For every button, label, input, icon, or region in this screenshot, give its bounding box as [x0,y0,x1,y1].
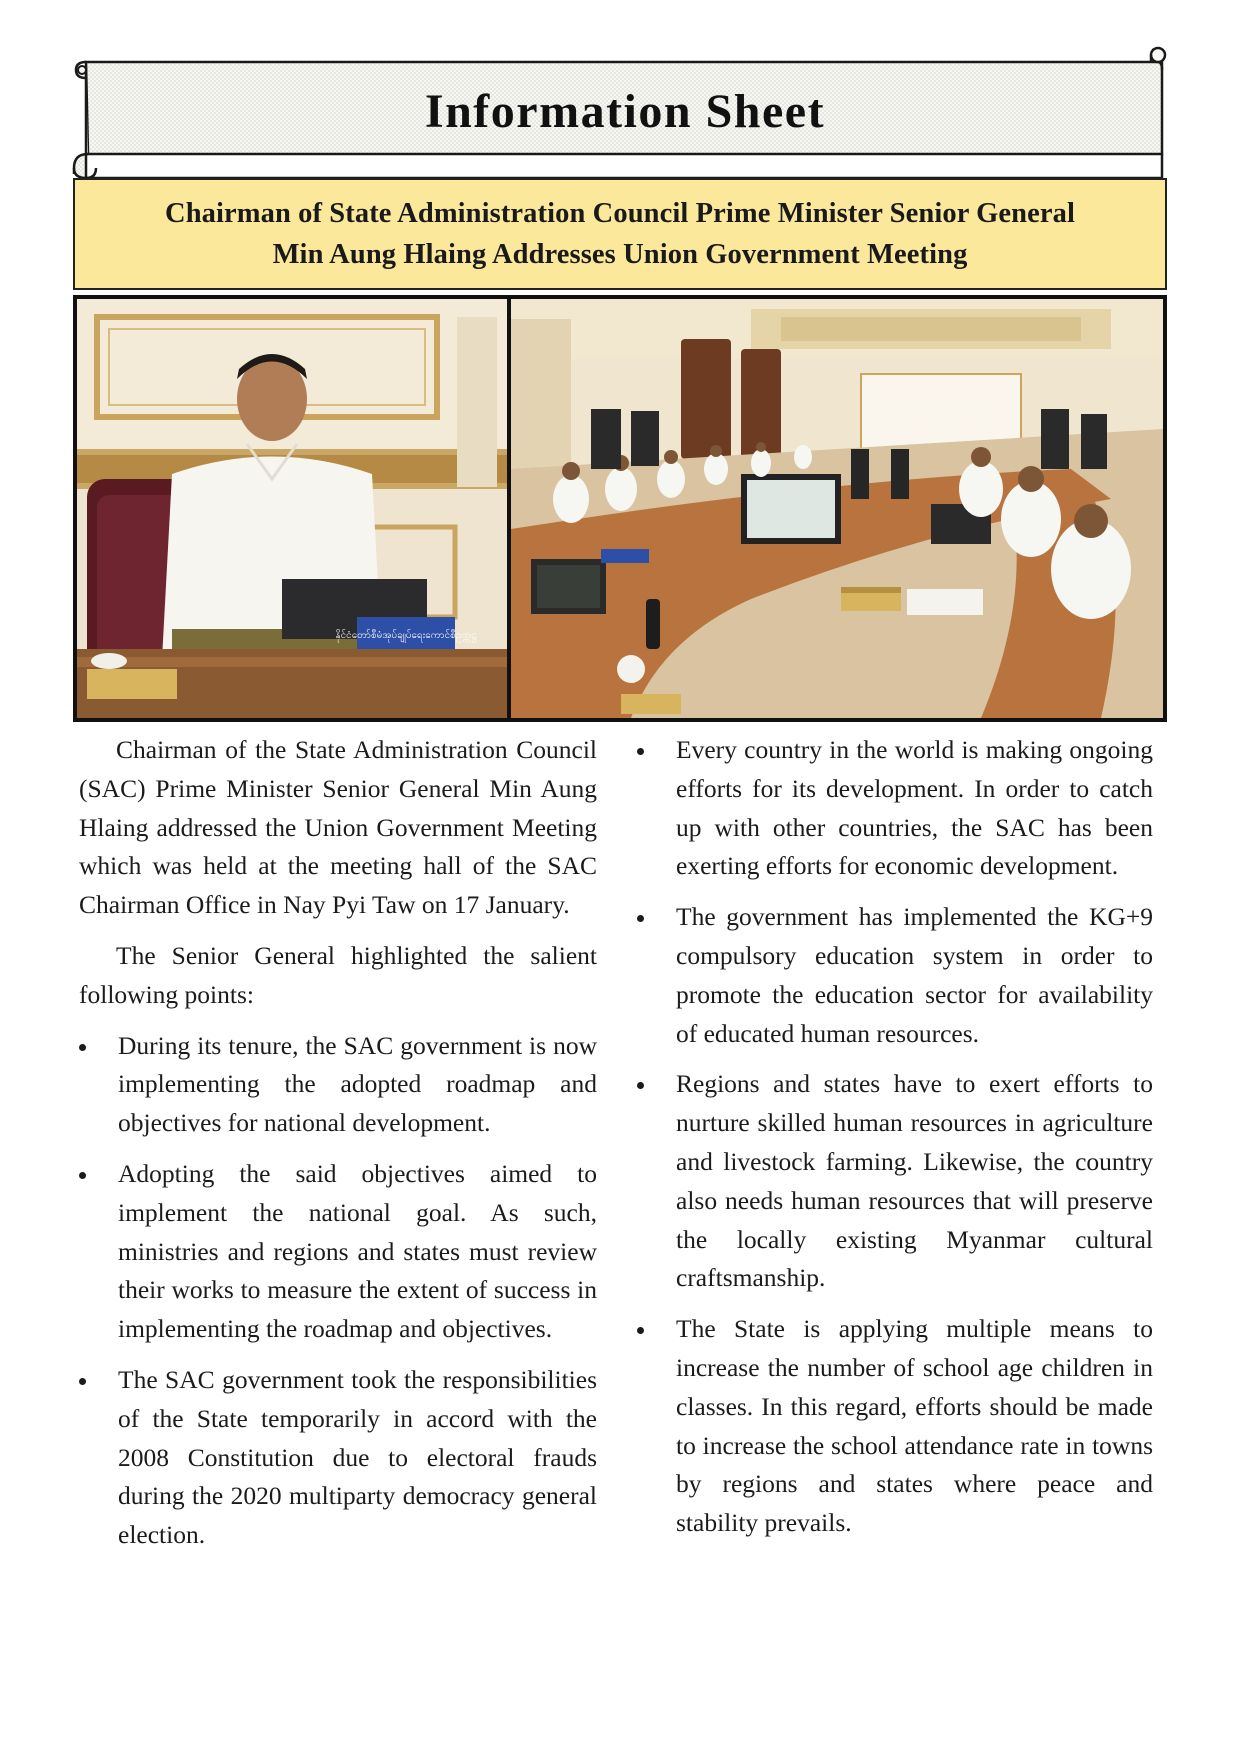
list-item [637,1310,1153,1543]
list-item-text: The SAC government took the responsibilities of the State temporarily in accord with the 2008 Constitution due to electoral frauds during the 2020 multiparty democracy general election. [118,1364,597,1550]
right-bullet-list [637,731,1153,1543]
title-banner [70,44,1180,194]
list-item-text: Regions and states have to exert efforts to nurture skilled human resources in agriculture and livestock farming. Likewise, the country also needs human resources that will preserve the locally existing Myanmar cultural craftsmanship. [676,1069,1153,1293]
bullet-icon [637,915,644,922]
list-item-text: The government has implemented the KG+9 compulsory education system in order to promote the education sector for availability of educated human resources. [676,902,1153,1048]
headline-line-2: Min Aung Hlaing Addresses Union Government Meeting [272,239,968,270]
bullet-icon [79,1172,86,1179]
headline-box [73,178,1167,290]
list-item [637,731,1153,886]
headline-line-1: Chairman of State Administration Council Prime Minister Senior General [165,198,1075,229]
left-bullet-list [79,1027,597,1555]
bullet-icon [79,1044,86,1051]
list-item [637,898,1153,1053]
list-item [79,1027,597,1143]
points-lead-paragraph: The Senior General highlighted the salient following points: [79,940,597,1009]
list-item-text: Adopting the said objectives aimed to implement the national goal. As such, ministries and regions and states must review their works to measure the extent of success in implementing the roadmap and objectives. [118,1158,597,1344]
bullet-icon [637,748,644,755]
list-item [79,1155,597,1349]
bullet-icon [79,1378,86,1385]
list-item-text: Every country in the world is making ongoing efforts for its development. In order to catch up with other countries, the SAC has been exerting efforts for economic development. [676,735,1153,881]
bullet-icon [637,1082,644,1089]
left-column [79,731,597,1567]
intro-paragraph: Chairman of the State Administration Council (SAC) Prime Minister Senior General Min Aung Hlaing addressed the Union Government Meeting which was held at the meeting hall of the SAC Chairman Office in Nay Pyi Taw on 17 January. [79,735,597,920]
list-item [79,1361,597,1555]
list-item-text: The State is applying multiple means to increase the number of school age children in classes. In this regard, efforts should be made to increase the school attendance rate in towns by regions and states where peace and stability prevails. [676,1314,1153,1538]
list-item [637,1065,1153,1298]
list-item-text: During its tenure, the SAC government is now implementing the adopted roadmap and objectives for national development. [118,1030,597,1138]
photo-senior-general [77,299,507,718]
photo-meeting-hall [511,299,1163,718]
photo-strip [73,295,1167,722]
page-title: Information Sheet [424,85,826,138]
right-column [637,731,1153,1555]
nameplate-left-text: နိုင်ငံတော်စီမံအုပ်ချုပ်ရေးကောင်စီဥက္ကဋ္ဌ [335,630,477,641]
bullet-icon [637,1327,644,1334]
